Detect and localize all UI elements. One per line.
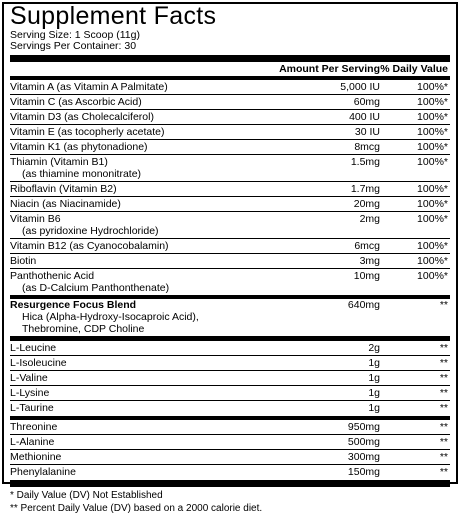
nutrient-row xyxy=(10,254,450,269)
nutrient-dv: 100%* xyxy=(417,255,448,267)
nutrient-row xyxy=(10,197,450,212)
footnote-2: ** Percent Daily Value (DV) based on a 2000 calorie diet. xyxy=(10,503,263,514)
nutrient-dv: ** xyxy=(439,421,448,433)
nutrient-dv: ** xyxy=(439,387,448,399)
nutrient-row xyxy=(10,239,450,254)
nutrient-name: L-Leucine xyxy=(10,342,57,354)
nutrient-name: Methionine xyxy=(10,451,62,463)
nutrient-row xyxy=(10,140,450,155)
nutrient-amount: 5,000 IU xyxy=(340,81,380,93)
nutrient-dv: 100%* xyxy=(417,213,448,225)
nutrient-amount: 1g xyxy=(368,372,380,384)
nutrient-row xyxy=(10,212,450,239)
nutrient-dv: ** xyxy=(439,357,448,369)
column-header xyxy=(10,63,450,76)
nutrient-name: Vitamin D3 (as Cholecalciferol) xyxy=(10,111,154,123)
nutrient-amount: 400 IU xyxy=(349,111,380,123)
nutrient-row xyxy=(10,450,450,465)
nutrient-name: L-Isoleucine xyxy=(10,357,67,369)
nutrient-amount: 10mg xyxy=(353,270,380,282)
nutrient-name: Riboflavin (Vitamin B2) xyxy=(10,183,117,195)
nutrient-subtext: (as pyridoxine Hydrochloride) xyxy=(22,225,159,237)
nutrient-dv: ** xyxy=(439,372,448,384)
nutrient-row xyxy=(10,371,450,386)
nutrient-row xyxy=(10,155,450,182)
nutrient-dv: 100%* xyxy=(417,141,448,153)
nutrient-name: L-Taurine xyxy=(10,402,54,414)
nutrient-amount: 20mg xyxy=(353,198,380,210)
daily-value-header: % Daily Value xyxy=(380,63,448,75)
amino-list-2 xyxy=(10,420,450,480)
nutrient-amount: 500mg xyxy=(347,436,380,448)
nutrient-name: Thiamin (Vitamin B1) xyxy=(10,156,108,168)
nutrient-amount: 2mg xyxy=(359,213,380,225)
nutrient-row xyxy=(10,465,450,480)
nutrient-dv: 100%* xyxy=(417,183,448,195)
nutrient-name: Phenylalanine xyxy=(10,466,76,478)
nutrient-row xyxy=(10,125,450,140)
nutrient-name: Vitamin B12 (as Cyanocobalamin) xyxy=(10,240,169,252)
nutrient-dv: 100%* xyxy=(417,111,448,123)
nutrient-dv: ** xyxy=(439,436,448,448)
nutrient-row xyxy=(10,386,450,401)
nutrient-row xyxy=(10,401,450,416)
nutrient-amount: 950mg xyxy=(347,421,380,433)
amino-list-1 xyxy=(10,341,450,416)
nutrient-dv: ** xyxy=(439,402,448,414)
nutrient-dv: 100%* xyxy=(417,96,448,108)
nutrient-amount: 8mcg xyxy=(354,141,380,153)
footnote-1: * Daily Value (DV) Not Established xyxy=(10,490,163,501)
nutrient-name: Vitamin K1 (as phytonadione) xyxy=(10,141,148,153)
nutrient-amount: 300mg xyxy=(347,451,380,463)
nutrient-name: Threonine xyxy=(10,421,58,433)
nutrient-row xyxy=(10,435,450,450)
blend-line-1: Hica (Alpha-Hydroxy-Isocaproic Acid), xyxy=(22,311,199,323)
nutrient-amount: 60mg xyxy=(353,96,380,108)
nutrient-row xyxy=(10,80,450,95)
nutrient-subtext: (as D-Calcium Panthonthenate) xyxy=(22,282,170,294)
nutrient-subtext: (as thiamine mononitrate) xyxy=(22,168,142,180)
nutrient-dv: ** xyxy=(439,342,448,354)
nutrient-name: L-Lysine xyxy=(10,387,50,399)
blend-row xyxy=(10,299,450,337)
nutrient-dv: ** xyxy=(439,451,448,463)
nutrient-dv: 100%* xyxy=(417,156,448,168)
nutrient-amount: 1.5mg xyxy=(350,156,380,168)
amount-header: Amount Per Serving xyxy=(279,63,380,75)
nutrient-name: Vitamin C (as Ascorbic Acid) xyxy=(10,96,142,108)
vitamin-list xyxy=(10,80,450,295)
nutrient-name: Biotin xyxy=(10,255,37,267)
nutrient-amount: 2g xyxy=(368,342,380,354)
nutrient-row xyxy=(10,356,450,371)
servings-per-container: Servings Per Container: 30 xyxy=(10,40,137,52)
nutrient-row xyxy=(10,110,450,125)
nutrient-row xyxy=(10,269,450,295)
nutrient-name: Panthothenic Acid xyxy=(10,270,95,282)
blend-name: Resurgence Focus Blend xyxy=(10,299,137,311)
nutrient-dv: 100%* xyxy=(417,126,448,138)
thick-divider xyxy=(10,55,450,62)
nutrient-name: Niacin (as Niacinamide) xyxy=(10,198,121,210)
nutrient-row xyxy=(10,341,450,356)
blend-amount: 640mg xyxy=(347,299,380,311)
nutrient-amount: 1g xyxy=(368,357,380,369)
nutrient-row xyxy=(10,95,450,110)
nutrient-dv: 100%* xyxy=(417,270,448,282)
nutrient-amount: 1g xyxy=(368,387,380,399)
nutrient-name: Vitamin A (as Vitamin A Palmitate) xyxy=(10,81,168,93)
serving-size: Serving Size: 1 Scoop (11g) xyxy=(10,29,140,41)
nutrient-name: Vitamin B6 xyxy=(10,213,61,225)
nutrient-amount: 6mcg xyxy=(354,240,380,252)
nutrient-row xyxy=(10,420,450,435)
nutrient-name: L-Valine xyxy=(10,372,48,384)
supplement-facts-panel xyxy=(2,2,458,514)
blend-line-2: Thebromine, CDP Choline xyxy=(22,323,145,335)
nutrient-dv: 100%* xyxy=(417,240,448,252)
nutrient-amount: 30 IU xyxy=(354,126,380,138)
nutrient-dv: 100%* xyxy=(417,198,448,210)
blend-dv: ** xyxy=(439,299,448,311)
nutrient-name: Vitamin E (as tocopherly acetate) xyxy=(10,126,165,138)
panel-title: Supplement Facts xyxy=(10,2,217,30)
nutrient-amount: 1g xyxy=(368,402,380,414)
nutrient-row xyxy=(10,182,450,197)
nutrient-dv: 100%* xyxy=(417,81,448,93)
nutrient-amount: 1.7mg xyxy=(350,183,380,195)
nutrient-name: L-Alanine xyxy=(10,436,55,448)
nutrient-amount: 150mg xyxy=(347,466,380,478)
nutrient-amount: 3mg xyxy=(359,255,380,267)
nutrient-dv: ** xyxy=(439,466,448,478)
